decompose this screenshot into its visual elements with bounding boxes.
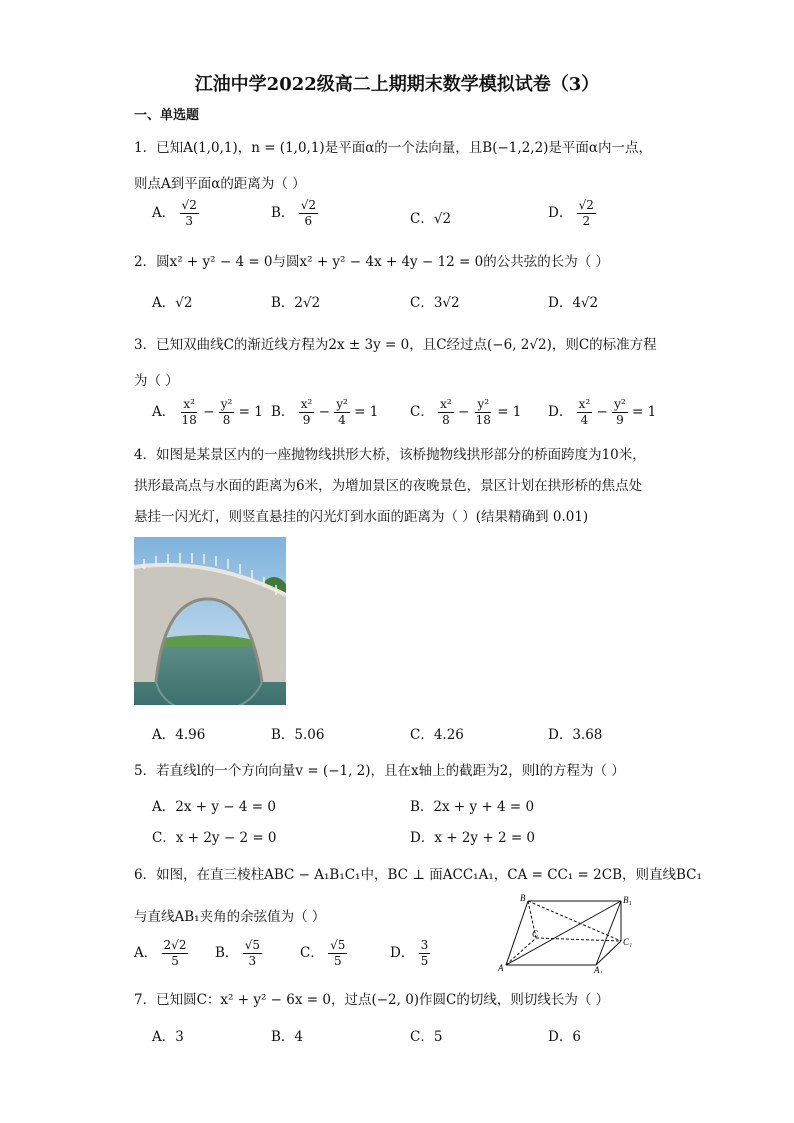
q1-option-c[interactable]: C．√2 [410, 211, 452, 227]
q6-option-a[interactable]: A． $\frac{2√2}{5}$ [134, 938, 187, 968]
q4-option-a[interactable]: A．4.96 [152, 727, 206, 743]
q6-stem-line2: 与直线AB₁夹角的余弦值为（ ） [134, 909, 326, 925]
q3-option-a[interactable]: A． $\frac{\text{x²}}{18}$ − $\frac{\text{y²}}{8}$ = 1 [152, 397, 263, 427]
q2-option-b[interactable]: B．2√2 [271, 295, 321, 311]
q4-stem-line1: 4．如图是某景区内的一座抛物线拱形大桥，该桥抛物线拱形部分的桥面跨度为10米， [134, 447, 646, 463]
q5-option-c[interactable]: C．x + 2y − 2 = 0 [152, 830, 277, 846]
q5-option-d[interactable]: D．x + 2y + 2 = 0 [410, 830, 536, 846]
svg-text:B₁: B₁ [623, 895, 632, 905]
q3-stem-line2: 为（ ） [134, 373, 179, 389]
q4-option-b[interactable]: B．5.06 [271, 727, 325, 743]
q3-stem-line1: 3．已知双曲线C的渐近线方程为2x ± 3y = 0，且C经过点(−6, 2√2)，则C的标准方程 [134, 337, 657, 353]
q6-option-d[interactable]: D． $\frac{3}{5}$ [390, 938, 429, 968]
svg-text:B: B [520, 893, 526, 903]
q4-option-d[interactable]: D．3.68 [548, 727, 603, 743]
q4-option-c[interactable]: C．4.26 [410, 727, 464, 743]
q2-stem: 2．圆x² + y² − 4 = 0与圆x² + y² − 4x + 4y − 12 = 0的公共弦的长为（ ） [134, 254, 610, 270]
q4-stem-line3: 悬挂一闪光灯，则竖直悬挂的闪光灯到水面的距离为（ ）(结果精确到 0.01) [134, 509, 589, 525]
q2-option-c[interactable]: C．3√2 [410, 295, 460, 311]
q7-option-d[interactable]: D．6 [548, 1029, 581, 1045]
q1-option-b[interactable]: B． $\frac{√2}{6}$ [271, 198, 316, 228]
q2-option-a[interactable]: A．√2 [152, 295, 193, 311]
q5-option-a[interactable]: A．2x + y − 4 = 0 [152, 799, 276, 815]
svg-text:A: A [498, 963, 504, 973]
section-heading: 一、单选题 [134, 108, 200, 123]
q3-option-c[interactable]: C． $\frac{\text{x²}}{8}$ − $\frac{\text{y²}}{18}$ = 1 [410, 397, 522, 427]
prism-diagram [496, 893, 636, 973]
q5-stem: 5．若直线l的一个方向向量v = (−1, 2)，且在x轴上的截距为2，则l的方程为（ ） [134, 763, 625, 779]
svg-text:C: C [532, 929, 539, 939]
svg-text:A₁: A₁ [594, 965, 603, 973]
q7-stem: 7．已知圆C：x² + y² − 6x = 0，过点(−2, 0)作圆C的切线，则切线长为（ ） [134, 992, 610, 1008]
q1-option-a[interactable]: A． $\frac{√2}{3}$ [152, 198, 197, 228]
svg-text:C₁: C₁ [623, 937, 633, 947]
q1-option-d[interactable]: D． $\frac{√2}{2}$ [548, 198, 594, 228]
bridge-illustration [134, 537, 286, 705]
bridge-photo [134, 537, 286, 705]
q7-option-a[interactable]: A．3 [152, 1029, 184, 1045]
q6-stem-line1: 6．如图，在直三棱柱ABC − A₁B₁C₁中，BC ⊥ 面ACC₁A₁，CA = CC₁ = 2CB，则直线BC₁ [134, 867, 702, 883]
exam-title: 江油中学2022级高二上期期末数学模拟试卷（3） [194, 74, 600, 95]
q7-option-c[interactable]: C．5 [410, 1029, 443, 1045]
q4-stem-line2: 拱形最高点与水面的距离为6米，为增加景区的夜晚景色，景区计划在拱形桥的焦点处 [134, 478, 643, 494]
q2-option-d[interactable]: D．4√2 [548, 295, 599, 311]
q5-option-b[interactable]: B．2x + y + 4 = 0 [410, 799, 535, 815]
q6-option-b[interactable]: B． $\frac{√5}{3}$ [215, 938, 260, 968]
q3-option-d[interactable]: D． $\frac{\text{x²}}{4}$ − $\frac{\text{y²}}{9}$ = 1 [548, 397, 657, 427]
q3-option-b[interactable]: B． $\frac{\text{x²}}{9}$ − $\frac{\text{y²}}{4}$ = 1 [271, 397, 379, 427]
q1-stem-line2: 则点A到平面α的距离为（ ） [134, 176, 306, 192]
prism-figure [496, 893, 636, 973]
q1-stem-line1: 1．已知A(1,0,1)，n = (1,0,1)是平面α的一个法向量，且B(−1,2,2)是平面α内一点， [134, 140, 653, 156]
q6-option-c[interactable]: C． $\frac{√5}{5}$ [300, 938, 346, 968]
q7-option-b[interactable]: B．4 [271, 1029, 304, 1045]
